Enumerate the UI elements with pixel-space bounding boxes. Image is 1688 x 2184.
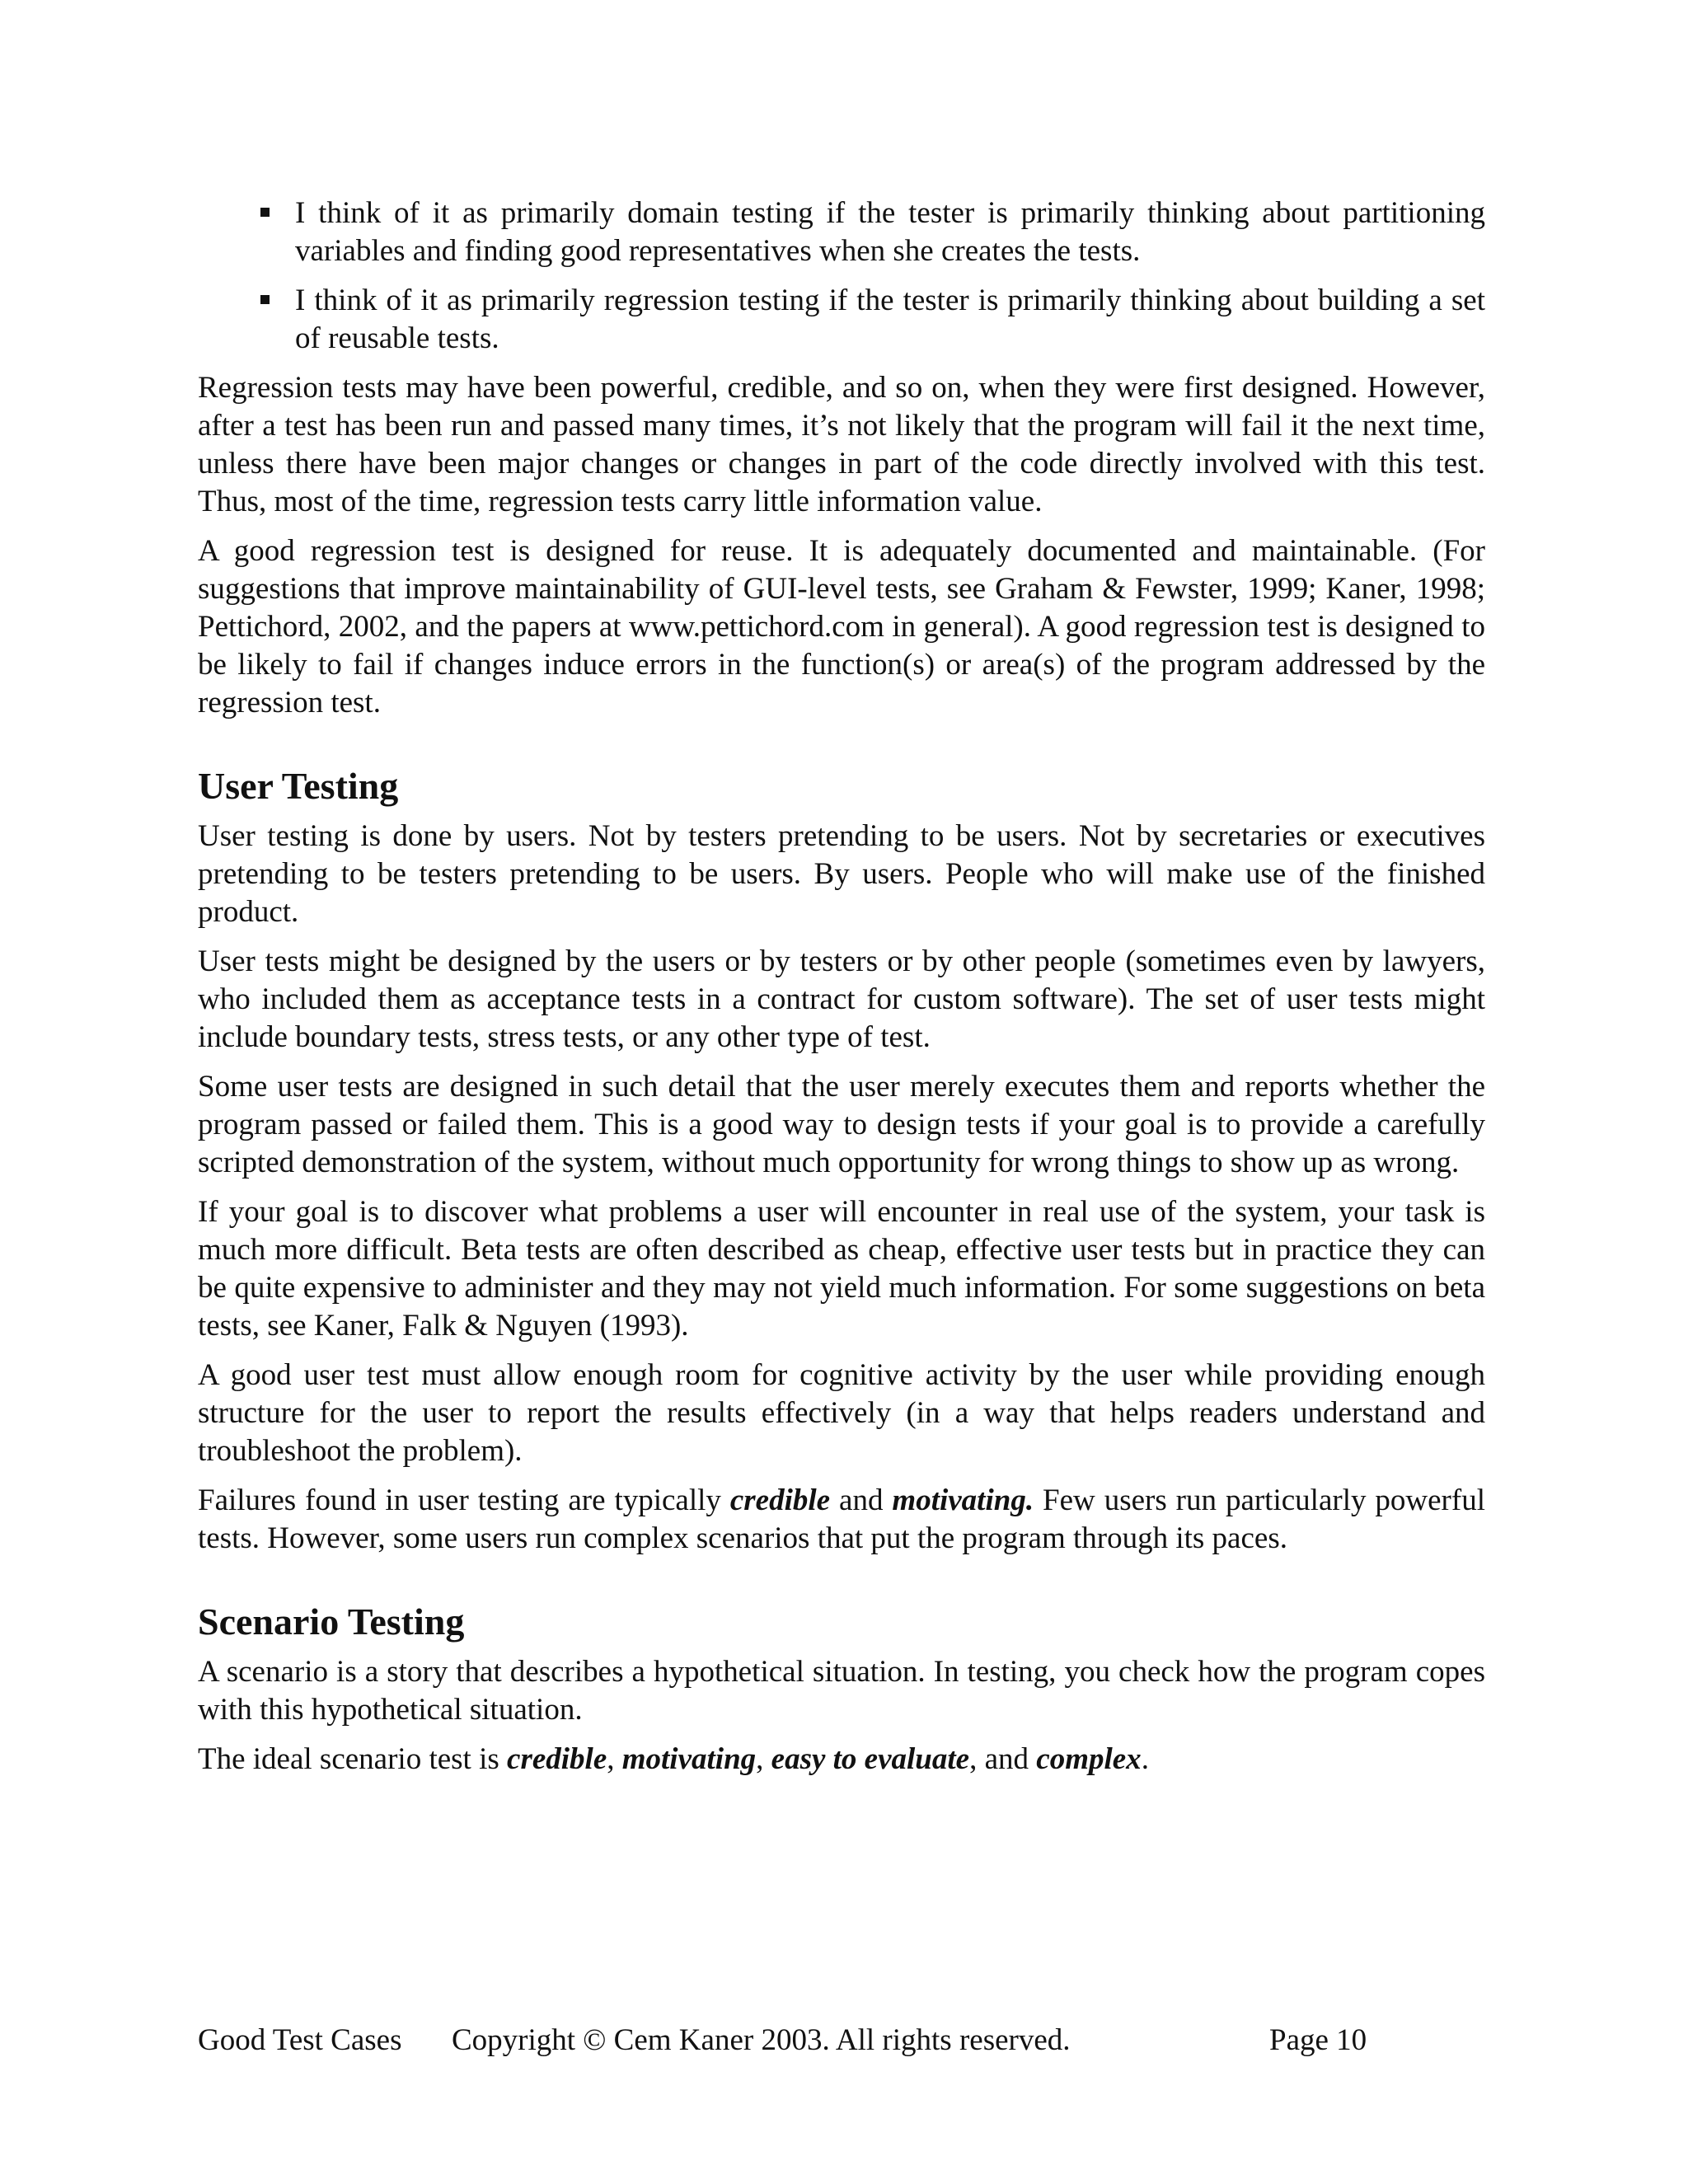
text-run: . xyxy=(1141,1742,1149,1776)
footer-page-number: Page 10 xyxy=(1269,2023,1367,2057)
emphasis: credible xyxy=(729,1483,831,1517)
paragraph: If your goal is to discover what problems a user will encounter in real use of the system, your task is much more difficult. Beta tests are often described as cheap, effective user tests but in practice they can be quite expensive to administer and they may not yield much information. For some suggestions on beta tests, see Kaner, Falk & Nguyen (1993). xyxy=(198,1195,1485,1343)
text-run: , xyxy=(756,1742,771,1776)
emphasis: motivating. xyxy=(892,1483,1034,1517)
text-run: and xyxy=(830,1483,893,1517)
paragraph xyxy=(198,1482,1485,1558)
paragraph xyxy=(198,1741,1485,1779)
footer-copyright: Copyright © Cem Kaner 2003. All rights reserved. xyxy=(452,2023,1071,2057)
section-heading: User Testing xyxy=(198,765,399,807)
bullet-list xyxy=(198,194,1485,358)
bullet-item xyxy=(295,282,1485,358)
emphasis: credible xyxy=(507,1742,607,1776)
text-run: Few users run particularly powerful tests. However, some users run complex scenarios that put the program through its paces. xyxy=(198,1483,1485,1555)
emphasis: motivating xyxy=(621,1742,757,1776)
paragraph: A good user test must allow enough room for cognitive activity by the user while providing enough structure for the user to report the results effectively (in a way that helps readers understand and troubleshoot the problem). xyxy=(198,1358,1485,1468)
bullet-item xyxy=(295,194,1485,270)
paragraph: User testing is done by users. Not by testers pretending to be users. Not by secretaries or executives pretending to be testers pretending to be users. By users. People who will make use of the finished product. xyxy=(198,819,1485,929)
text-run: The ideal scenario test is xyxy=(198,1742,508,1776)
document-page xyxy=(198,194,1485,1790)
bullet-text: I think of it as primarily regression testing if the tester is primarily thinking about building a set of reusable tests. xyxy=(295,284,1485,355)
square-bullet-icon xyxy=(260,295,270,304)
emphasis: complex xyxy=(1036,1742,1142,1776)
text-run: , and xyxy=(969,1742,1037,1776)
emphasis: easy to evaluate xyxy=(771,1742,970,1776)
paragraph: Some user tests are designed in such detail that the user merely executes them and reports whether the program passed or failed them. This is a good way to design tests if your goal is to provide a carefully scripted demonstration of the system, without much opportunity for wrong things to show up as wrong. xyxy=(198,1070,1485,1179)
paragraph: User tests might be designed by the users or by testers or by other people (sometimes even by lawyers, who included them as acceptance tests in a contract for custom software). The set of user tests might include boundary tests, stress tests, or any other type of test. xyxy=(198,944,1485,1054)
text-run: , xyxy=(607,1742,622,1776)
text-run: Failures found in user testing are typically xyxy=(198,1483,730,1517)
section-heading: Scenario Testing xyxy=(198,1601,465,1643)
bullet-text: I think of it as primarily domain testing if the tester is primarily thinking about partitioning variables and finding good representatives when she creates the tests. xyxy=(295,196,1485,268)
square-bullet-icon xyxy=(260,208,270,217)
paragraph: A scenario is a story that describes a hypothetical situation. In testing, you check how the program copes with this hypothetical situation. xyxy=(198,1655,1485,1727)
paragraph: Regression tests may have been powerful, credible, and so on, when they were first designed. However, after a test has been run and passed many times, it’s not likely that the program will fail it the next time, unless there have been major changes or changes in part of the code directly involved with this test. Thus, most of the time, regression tests carry little information value. xyxy=(198,371,1485,518)
paragraph: A good regression test is designed for reuse. It is adequately documented and maintainable. (For suggestions that improve maintainability of GUI-level tests, see Graham & Fewster, 1999; Kaner, 1998; Pettichord, 2002, and the papers at www.pettichord.com in general). A good regression test is designed to be likely to fail if changes induce errors in the function(s) or area(s) of the program addressed by the regression test. xyxy=(198,534,1485,719)
footer-doc-title: Good Test Cases xyxy=(198,2023,402,2057)
